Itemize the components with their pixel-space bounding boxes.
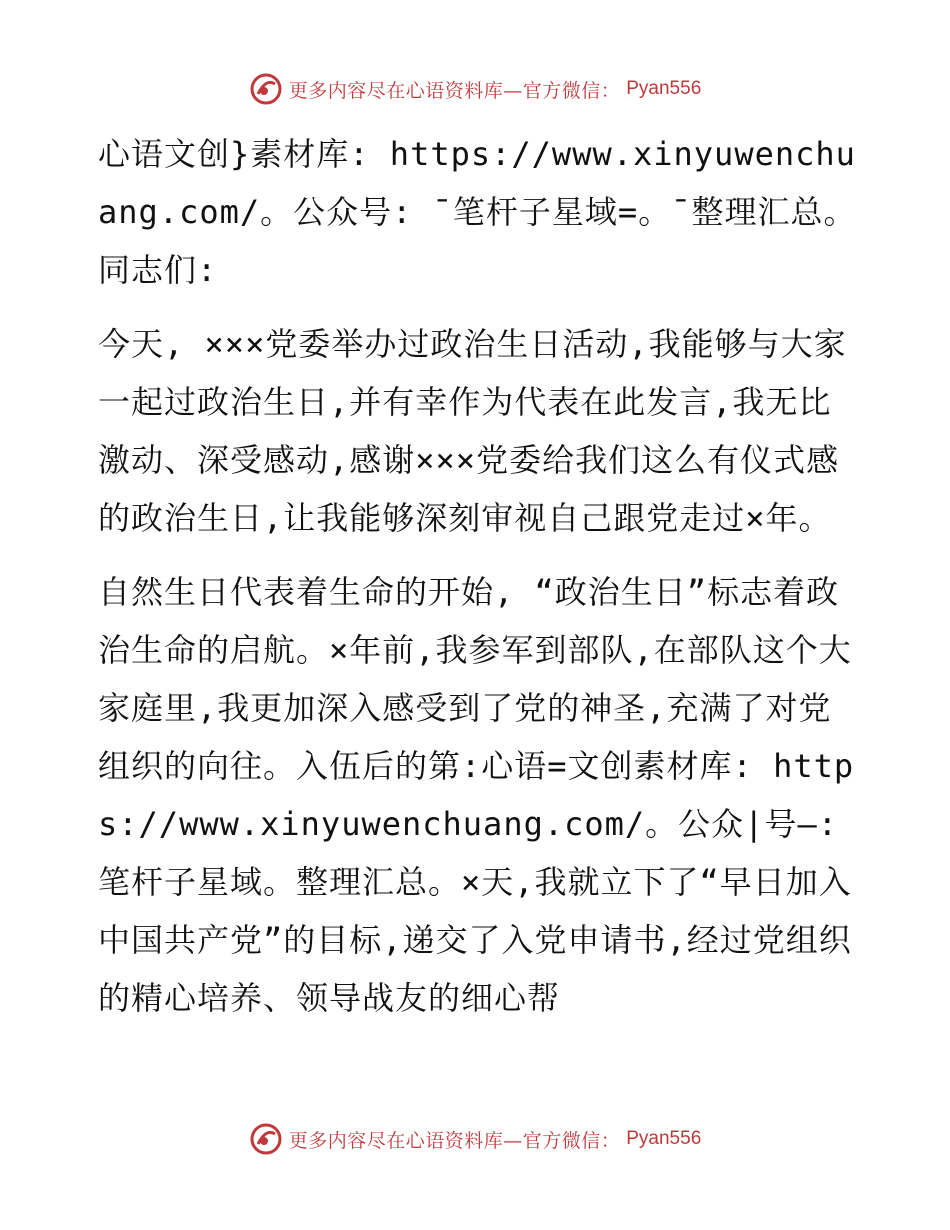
paragraph-intro: 心语文创}素材库: https://www.xinyuwenchuang.com/。公众号: ¯笔杆子星域=。¯整理汇总。同志们: (98, 135, 857, 289)
brand-logo-icon (249, 1122, 283, 1156)
watermark-text: 更多内容尽在心语资料库—官方微信： (288, 1129, 621, 1152)
paragraph-political-birthday: 自然生日代表着生命的开始, “政治生日”标志着政治生命的启航。×年前,我参军到部队,在部队这个大家庭里,我更加深入感受到了党的神圣,充满了对党组织的向往。入伍后的第:心语=文创素材库: https://www.xinyuwenchuang.com/。公众|号—: 笔杆子星域。整理汇总。×天,我就立下了“早日加入中国共产党”的目标,递交了入党申请书,经过党组织的精心培养、领导战友的细心帮 (98, 573, 855, 1017)
paragraph-opening: 今天, ×××党委举办过政治生日活动,我能够与大家一起过政治生日,并有幸作为代表在此发言,我无比激动、深受感动,感谢×××党委给我们这么有仪式感的政治生日,让我能够深刻审视自己跟党走过×年。 (98, 325, 847, 537)
watermark-header (0, 72, 950, 106)
document-body (98, 125, 858, 1043)
watermark-footer (0, 1122, 950, 1156)
brand-logo-icon (249, 72, 283, 106)
watermark-text: 更多内容尽在心语资料库—官方微信： (288, 79, 621, 102)
watermark-wechat-id: Pyan556 (626, 1128, 702, 1149)
watermark-wechat-id: Pyan556 (626, 78, 702, 99)
